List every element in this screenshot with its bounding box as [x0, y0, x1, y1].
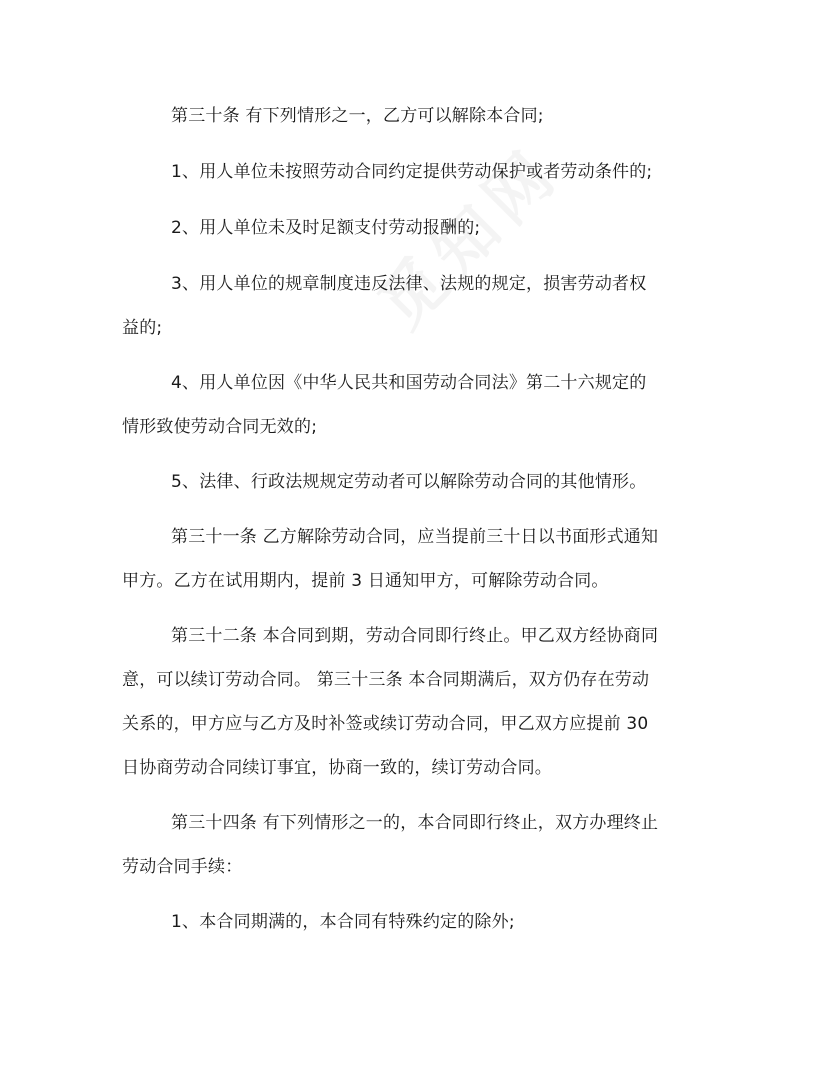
paragraph-line: 第三十条 有下列情形之一，乙方可以解除本合同;	[171, 106, 544, 126]
paragraph-line: 甲方。乙方在试用期内，提前 3 日通知甲方，可解除劳动合同。	[122, 571, 609, 591]
paragraph-line: 情形致使劳动合同无效的;	[122, 417, 318, 437]
paragraph-line: 劳动合同手续：	[122, 857, 243, 877]
paragraph-line: 2、用人单位未及时足额支付劳动报酬的;	[171, 218, 481, 238]
paragraph-line: 第三十四条 有下列情形之一的，本合同即行终止，双方办理终止	[171, 813, 659, 833]
paragraph-line: 意，可以续订劳动合同。 第三十三条 本合同期满后，双方仍存在劳动	[122, 670, 650, 690]
paragraph-line: 日协商劳动合同续订事宜，协商一致的，续订劳动合同。	[122, 758, 552, 778]
paragraph-line: 3、用人单位的规章制度违反法律、法规的规定，损害劳动者权	[171, 274, 647, 294]
paragraph-line: 第三十二条 本合同到期，劳动合同即行终止。甲乙双方经协商同	[171, 626, 659, 646]
paragraph-line: 第三十一条 乙方解除劳动合同，应当提前三十日以书面形式通知	[171, 527, 659, 547]
paragraph-line: 1、本合同期满的，本合同有特殊约定的除外;	[171, 912, 515, 932]
paragraph-line: 关系的，甲方应与乙方及时补签或续订劳动合同，甲乙双方应提前 30	[122, 714, 649, 734]
paragraph-line: 5、法律、行政法规规定劳动者可以解除劳动合同的其他情形。	[171, 472, 647, 492]
paragraph-line: 益的;	[122, 318, 163, 338]
paragraph-line: 4、用人单位因《中华人民共和国劳动合同法》第二十六规定的	[171, 373, 647, 393]
paragraph-line: 1、用人单位未按照劳动合同约定提供劳动保护或者劳动条件的;	[171, 162, 653, 182]
